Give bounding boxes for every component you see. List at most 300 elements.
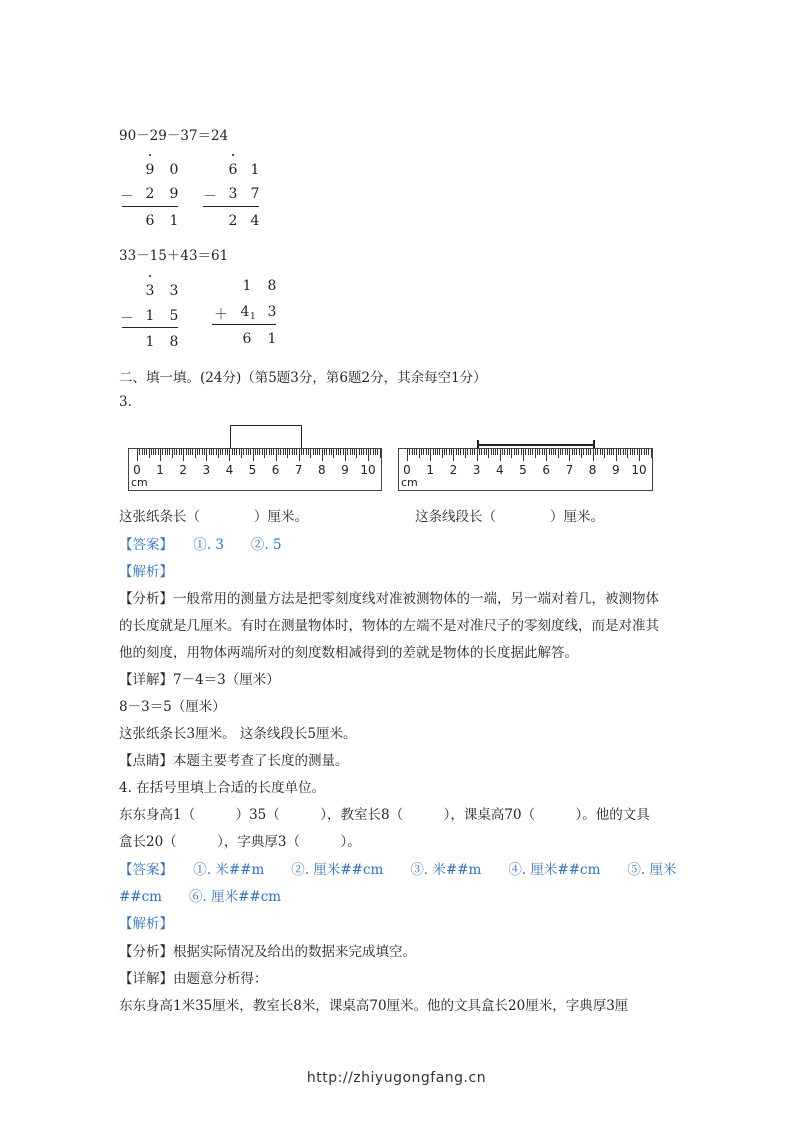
ruler-tick bbox=[308, 449, 309, 455]
ruler-tick bbox=[407, 449, 408, 461]
ruler-tick bbox=[229, 449, 230, 461]
digit: 9 bbox=[145, 162, 155, 178]
ruler-tick bbox=[491, 449, 492, 455]
calc-rule bbox=[203, 206, 259, 207]
ruler-tick bbox=[530, 449, 531, 455]
ruler-tick bbox=[528, 449, 529, 455]
ruler-tick bbox=[190, 449, 191, 455]
ruler-tick bbox=[192, 449, 193, 455]
ruler-tick bbox=[181, 449, 182, 455]
ruler-tick bbox=[514, 449, 515, 455]
ruler-tick bbox=[225, 449, 226, 455]
ruler-tick bbox=[227, 449, 228, 455]
ruler-tick bbox=[604, 449, 605, 458]
ruler-tick bbox=[377, 449, 378, 455]
ruler-tick bbox=[593, 449, 594, 461]
ruler-tick bbox=[347, 449, 348, 455]
ruler-tick bbox=[356, 449, 357, 458]
ruler-tick bbox=[437, 449, 438, 455]
digit: 3 bbox=[169, 283, 179, 299]
ruler-tick bbox=[220, 449, 221, 455]
ruler-tick bbox=[195, 449, 196, 458]
ruler-tick bbox=[269, 449, 270, 455]
ruler-right bbox=[398, 448, 653, 491]
digit: 6 bbox=[242, 331, 252, 347]
ruler-tick bbox=[343, 449, 344, 455]
ruler-tick bbox=[560, 449, 561, 455]
ruler-tick bbox=[421, 449, 422, 455]
ruler-tick bbox=[651, 449, 652, 458]
ruler-tick bbox=[234, 449, 235, 455]
ruler-tick bbox=[426, 449, 427, 455]
digit: 4 bbox=[240, 304, 250, 320]
ruler-tick bbox=[467, 449, 468, 455]
ruler-tick bbox=[579, 449, 580, 455]
ruler-tick bbox=[435, 449, 436, 455]
ruler-tick bbox=[222, 449, 223, 455]
ruler-tick bbox=[416, 449, 417, 455]
vertical-calc-1b bbox=[203, 150, 263, 230]
ruler-tick bbox=[474, 449, 475, 455]
ruler-tick bbox=[500, 449, 501, 461]
ruler-tick bbox=[549, 449, 550, 455]
ruler-label: 5 bbox=[519, 463, 527, 477]
ruler-tick bbox=[310, 449, 311, 458]
analysis-line: 【分析】一般常用的测量方法是把零刻度线对准被测物体的一端，另一端对着几，被测物体 bbox=[119, 591, 659, 607]
ruler-tick bbox=[535, 449, 536, 458]
ruler-left bbox=[128, 448, 382, 491]
ruler-label: 6 bbox=[542, 463, 550, 477]
ruler-tick bbox=[481, 449, 482, 455]
ruler-tick bbox=[646, 449, 647, 455]
ruler-label: 0 bbox=[403, 463, 411, 477]
ruler-label: 5 bbox=[248, 463, 257, 477]
ruler-tick bbox=[446, 449, 447, 455]
ruler-unit: cm bbox=[131, 476, 148, 489]
ruler-tick bbox=[241, 449, 242, 458]
ruler-label: 2 bbox=[179, 463, 187, 477]
ruler-tick bbox=[329, 449, 330, 455]
ruler-tick bbox=[463, 449, 464, 455]
ruler-label: 7 bbox=[565, 463, 574, 477]
ruler-tick bbox=[359, 449, 360, 455]
ruler-tick bbox=[199, 449, 200, 455]
segment-end-left bbox=[477, 440, 479, 448]
ruler-tick bbox=[209, 449, 210, 455]
ruler-tick bbox=[174, 449, 175, 455]
ruler-tick bbox=[574, 449, 575, 455]
ruler-tick bbox=[151, 449, 152, 455]
analysis-label-q3: 【解析】 bbox=[119, 564, 173, 580]
ruler-tick bbox=[259, 449, 260, 455]
ruler-tick bbox=[179, 449, 180, 455]
digit: 4 bbox=[250, 213, 260, 229]
digit: 8 bbox=[169, 334, 179, 350]
ruler-tick bbox=[368, 449, 369, 461]
operator: － bbox=[120, 311, 134, 327]
ruler-tick bbox=[202, 449, 203, 455]
ruler-tick bbox=[206, 449, 207, 461]
ruler-tick bbox=[176, 449, 177, 455]
digit: 3 bbox=[228, 186, 238, 202]
ruler-tick bbox=[326, 449, 327, 455]
question-4: 4. 在括号里填上合适的长度单位。 bbox=[119, 780, 326, 796]
ruler-tick bbox=[428, 449, 429, 455]
ruler-tick bbox=[567, 449, 568, 455]
answer-q4: 【答案】 ①. 米##m ②. 厘米##cm ③. 米##m ④. 厘米##cm ⑤. 厘米 bbox=[119, 862, 677, 878]
ruler-tick bbox=[630, 449, 631, 455]
ruler-tick bbox=[546, 449, 547, 461]
ruler-tick bbox=[523, 449, 524, 461]
ruler-tick bbox=[162, 449, 163, 455]
question-4-line1: 东东身高1（ ）35（ ），教室长8（ ），课桌高70（ ）。他的文具 bbox=[119, 807, 650, 823]
ruler-tick bbox=[345, 449, 346, 461]
ruler-label: 7 bbox=[294, 463, 303, 477]
ruler-tick bbox=[576, 449, 577, 455]
ruler-tick bbox=[216, 449, 217, 455]
comment-q3: 【点睛】本题主要考查了长度的测量。 bbox=[119, 753, 349, 769]
digit: 2 bbox=[145, 186, 155, 202]
ruler-label: 6 bbox=[271, 463, 280, 477]
analysis-q4: 【分析】根据实际情况及给出的数据来完成填空。 bbox=[119, 944, 416, 960]
ruler-tick bbox=[153, 449, 154, 455]
digit: 6 bbox=[228, 162, 238, 178]
digit: 1 bbox=[145, 308, 155, 324]
ruler-tick bbox=[363, 449, 364, 455]
ruler-tick bbox=[477, 449, 478, 461]
ruler-tick bbox=[600, 449, 601, 455]
ruler-tick bbox=[623, 449, 624, 455]
ruler-tick bbox=[287, 449, 288, 458]
ruler-tick bbox=[246, 449, 247, 455]
digit: 0 bbox=[169, 162, 179, 178]
detail-q3-3: 这张纸条长3厘米。 这条线段长5厘米。 bbox=[119, 726, 357, 742]
detail-q3-2: 8－3＝5（厘米） bbox=[119, 699, 226, 715]
borrow-dot bbox=[149, 154, 151, 156]
ruler-tick bbox=[144, 449, 145, 455]
ruler-tick bbox=[456, 449, 457, 455]
ruler-label: 10 bbox=[631, 463, 647, 477]
ruler-tick bbox=[160, 449, 161, 461]
ruler-tick bbox=[257, 449, 258, 455]
ruler-tick bbox=[507, 449, 508, 455]
ruler-tick bbox=[472, 449, 473, 455]
ruler-tick bbox=[375, 449, 376, 455]
equation-2: 33－15＋43＝61 bbox=[119, 248, 229, 264]
ruler-tick bbox=[142, 449, 143, 455]
ruler-tick bbox=[380, 449, 381, 458]
ruler-tick bbox=[637, 449, 638, 455]
digit: 8 bbox=[267, 278, 277, 294]
line-segment bbox=[477, 444, 594, 446]
ruler-tick bbox=[361, 449, 362, 455]
ruler-tick bbox=[558, 449, 559, 458]
ruler-tick bbox=[502, 449, 503, 455]
ruler-tick bbox=[484, 449, 485, 455]
carry-digit: 1 bbox=[250, 312, 256, 322]
ruler-tick bbox=[595, 449, 596, 455]
ruler-tick bbox=[458, 449, 459, 455]
detail-q4-2: 东东身高1米35厘米，教室长8米，课桌高70厘米。他的文具盒长20厘米，字典厚3厘 bbox=[119, 998, 629, 1014]
ruler-tick bbox=[366, 449, 367, 455]
ruler-tick bbox=[565, 449, 566, 455]
ruler-tick bbox=[373, 449, 374, 455]
ruler-label: 9 bbox=[611, 463, 620, 477]
ruler-tick bbox=[553, 449, 554, 455]
ruler-tick bbox=[460, 449, 461, 455]
ruler-tick bbox=[569, 449, 570, 461]
ruler-tick bbox=[331, 449, 332, 455]
ruler-tick bbox=[516, 449, 517, 455]
analysis-line: 的长度就是几厘米。有时在测量物体时，物体的左端不是对准尺子的零刻度线，而是对准其 bbox=[119, 618, 659, 634]
ruler-tick bbox=[188, 449, 189, 455]
ruler-tick bbox=[250, 449, 251, 455]
ruler-tick bbox=[611, 449, 612, 455]
ruler-tick bbox=[470, 449, 471, 455]
ruler-tick bbox=[648, 449, 649, 455]
ruler-label: 8 bbox=[317, 463, 326, 477]
ruler-tick bbox=[562, 449, 563, 455]
analysis-line: 他的刻度，用物体两端所对的刻度数相减得到的差就是物体的长度据此解答。 bbox=[119, 645, 578, 661]
ruler-tick bbox=[248, 449, 249, 455]
ruler-tick bbox=[155, 449, 156, 455]
ruler-tick bbox=[627, 449, 628, 458]
ruler-label: 3 bbox=[472, 463, 481, 477]
ruler-tick bbox=[292, 449, 293, 455]
ruler-tick bbox=[632, 449, 633, 455]
ruler-tick bbox=[486, 449, 487, 455]
ruler-tick bbox=[488, 449, 489, 458]
ruler-label: 1 bbox=[156, 463, 164, 477]
analysis-label-q4: 【解析】 bbox=[119, 916, 173, 932]
ruler-tick bbox=[289, 449, 290, 455]
ruler-tick bbox=[340, 449, 341, 455]
ruler-tick bbox=[607, 449, 608, 455]
ruler-tick bbox=[616, 449, 617, 461]
ruler-tick bbox=[172, 449, 173, 458]
ruler-tick bbox=[613, 449, 614, 455]
vertical-calc-1a bbox=[122, 150, 182, 230]
ruler-tick bbox=[551, 449, 552, 455]
ruler-tick bbox=[634, 449, 635, 455]
ruler-tick bbox=[183, 449, 184, 461]
ruler-tick bbox=[537, 449, 538, 455]
ruler-label: 9 bbox=[341, 463, 349, 477]
ruler-tick bbox=[521, 449, 522, 455]
ruler-tick bbox=[625, 449, 626, 455]
ruler-tick bbox=[271, 449, 272, 455]
ruler-tick bbox=[236, 449, 237, 455]
ruler-tick bbox=[186, 449, 187, 455]
ruler-tick bbox=[333, 449, 334, 458]
ruler-tick bbox=[336, 449, 337, 455]
ruler-tick bbox=[285, 449, 286, 455]
fill-strip-length: 这张纸条长（ ）厘米。 bbox=[119, 509, 308, 525]
ruler-tick bbox=[493, 449, 494, 455]
ruler-tick bbox=[146, 449, 147, 455]
ruler-tick bbox=[255, 449, 256, 455]
ruler-tick bbox=[532, 449, 533, 455]
segment-end-right bbox=[593, 440, 595, 448]
ruler-tick bbox=[294, 449, 295, 455]
ruler-tick bbox=[511, 449, 512, 458]
ruler-tick bbox=[433, 449, 434, 455]
ruler-tick bbox=[322, 449, 323, 461]
ruler-unit: cm bbox=[401, 476, 418, 489]
borrow-dot bbox=[232, 154, 234, 156]
ruler-tick bbox=[453, 449, 454, 461]
ruler-label: 4 bbox=[225, 463, 234, 477]
ruler-tick bbox=[276, 449, 277, 461]
ruler-tick bbox=[419, 449, 420, 458]
ruler-tick bbox=[319, 449, 320, 455]
ruler-tick bbox=[597, 449, 598, 455]
ruler-tick bbox=[137, 449, 138, 461]
operator: － bbox=[203, 189, 217, 205]
ruler-tick bbox=[283, 449, 284, 455]
ruler-tick bbox=[504, 449, 505, 455]
ruler-tick bbox=[352, 449, 353, 455]
ruler-tick bbox=[444, 449, 445, 455]
ruler-tick bbox=[149, 449, 150, 458]
ruler-tick bbox=[539, 449, 540, 455]
ruler-tick bbox=[449, 449, 450, 455]
ruler-label: 10 bbox=[360, 463, 376, 477]
ruler-tick bbox=[609, 449, 610, 455]
ruler-tick bbox=[451, 449, 452, 455]
ruler-tick bbox=[317, 449, 318, 455]
ruler-tick bbox=[583, 449, 584, 455]
ruler-tick bbox=[315, 449, 316, 455]
digit: 1 bbox=[169, 213, 179, 229]
digit: 9 bbox=[169, 186, 179, 202]
operator: ＋ bbox=[214, 307, 228, 323]
calc-rule bbox=[122, 327, 178, 328]
ruler-tick bbox=[158, 449, 159, 455]
ruler-label: 4 bbox=[495, 463, 504, 477]
answer-q4-cont: ##cm ⑥. 厘米##cm bbox=[119, 889, 282, 905]
ruler-tick bbox=[620, 449, 621, 455]
ruler-tick bbox=[479, 449, 480, 455]
ruler-tick bbox=[618, 449, 619, 455]
vertical-calc-2b bbox=[212, 270, 282, 350]
ruler-tick bbox=[253, 449, 254, 461]
ruler-tick bbox=[509, 449, 510, 455]
digit: 3 bbox=[145, 283, 155, 299]
calc-rule bbox=[122, 206, 178, 207]
ruler-tick bbox=[423, 449, 424, 455]
ruler-tick bbox=[555, 449, 556, 455]
ruler-tick bbox=[204, 449, 205, 455]
digit: 1 bbox=[145, 334, 155, 350]
ruler-tick bbox=[439, 449, 440, 455]
ruler-tick bbox=[542, 449, 543, 455]
detail-q4: 【详解】由题意分析得： bbox=[119, 971, 268, 987]
detail-q3: 【详解】7－4＝3（厘米） bbox=[119, 672, 280, 688]
digit: 2 bbox=[228, 213, 238, 229]
ruler-tick bbox=[572, 449, 573, 455]
borrow-dot bbox=[149, 275, 151, 277]
ruler-tick bbox=[497, 449, 498, 455]
ruler-tick bbox=[169, 449, 170, 455]
digit: 6 bbox=[145, 213, 155, 229]
ruler-tick bbox=[588, 449, 589, 455]
ruler-tick bbox=[303, 449, 304, 455]
digit: 7 bbox=[250, 186, 260, 202]
ruler-tick bbox=[306, 449, 307, 455]
ruler-tick bbox=[442, 449, 443, 458]
ruler-tick bbox=[313, 449, 314, 455]
ruler-tick bbox=[414, 449, 415, 455]
ruler-tick bbox=[354, 449, 355, 455]
ruler-tick bbox=[581, 449, 582, 458]
ruler-label: 2 bbox=[449, 463, 458, 477]
ruler-tick bbox=[412, 449, 413, 455]
ruler-tick bbox=[273, 449, 274, 455]
operator: － bbox=[120, 189, 134, 205]
ruler-tick bbox=[266, 449, 267, 455]
ruler-tick bbox=[239, 449, 240, 455]
ruler-tick bbox=[299, 449, 300, 461]
digit: 1 bbox=[242, 278, 252, 294]
ruler-label: 3 bbox=[202, 463, 211, 477]
ruler-tick bbox=[232, 449, 233, 455]
digit: 5 bbox=[169, 308, 179, 324]
fill-segment-length: 这条线段长（ ）厘米。 bbox=[415, 509, 604, 525]
ruler-tick bbox=[370, 449, 371, 455]
section-heading: 二、填一填。(24分)（第5题3分，第6题2分，其余每空1分） bbox=[119, 370, 487, 386]
ruler-tick bbox=[301, 449, 302, 455]
ruler-tick bbox=[338, 449, 339, 455]
question-4-line2: 盒长20（ ），字典厚3（ ）。 bbox=[119, 834, 361, 850]
ruler-tick bbox=[280, 449, 281, 455]
ruler-tick bbox=[495, 449, 496, 455]
calc-rule bbox=[212, 324, 276, 325]
ruler-tick bbox=[525, 449, 526, 455]
ruler-tick bbox=[296, 449, 297, 455]
ruler-tick bbox=[586, 449, 587, 455]
equation-1: 90－29－37＝24 bbox=[119, 128, 229, 144]
ruler-tick bbox=[641, 449, 642, 455]
ruler-tick bbox=[639, 449, 640, 461]
ruler-tick bbox=[430, 449, 431, 461]
paper-strip bbox=[230, 425, 302, 449]
ruler-tick bbox=[518, 449, 519, 455]
ruler-tick bbox=[278, 449, 279, 455]
ruler-tick bbox=[465, 449, 466, 458]
answer-q3: 【答案】 ①. 3 ②. 5 bbox=[119, 537, 282, 553]
ruler-label: 1 bbox=[426, 463, 434, 477]
ruler-tick bbox=[264, 449, 265, 458]
ruler-tick bbox=[602, 449, 603, 455]
digit: 1 bbox=[267, 331, 277, 347]
ruler-tick bbox=[590, 449, 591, 455]
ruler-tick bbox=[139, 449, 140, 455]
vertical-calc-2a bbox=[122, 270, 182, 350]
digit: 3 bbox=[267, 304, 277, 320]
ruler-tick bbox=[544, 449, 545, 455]
ruler-tick bbox=[211, 449, 212, 455]
footer-url: http://zhiyugongfang.cn bbox=[306, 1070, 487, 1086]
ruler-label: 8 bbox=[588, 463, 597, 477]
ruler-tick bbox=[197, 449, 198, 455]
ruler-tick bbox=[165, 449, 166, 455]
ruler-tick bbox=[243, 449, 244, 455]
ruler-tick bbox=[324, 449, 325, 455]
ruler-label: 0 bbox=[133, 463, 141, 477]
digit: 1 bbox=[250, 162, 260, 178]
ruler-tick bbox=[262, 449, 263, 455]
